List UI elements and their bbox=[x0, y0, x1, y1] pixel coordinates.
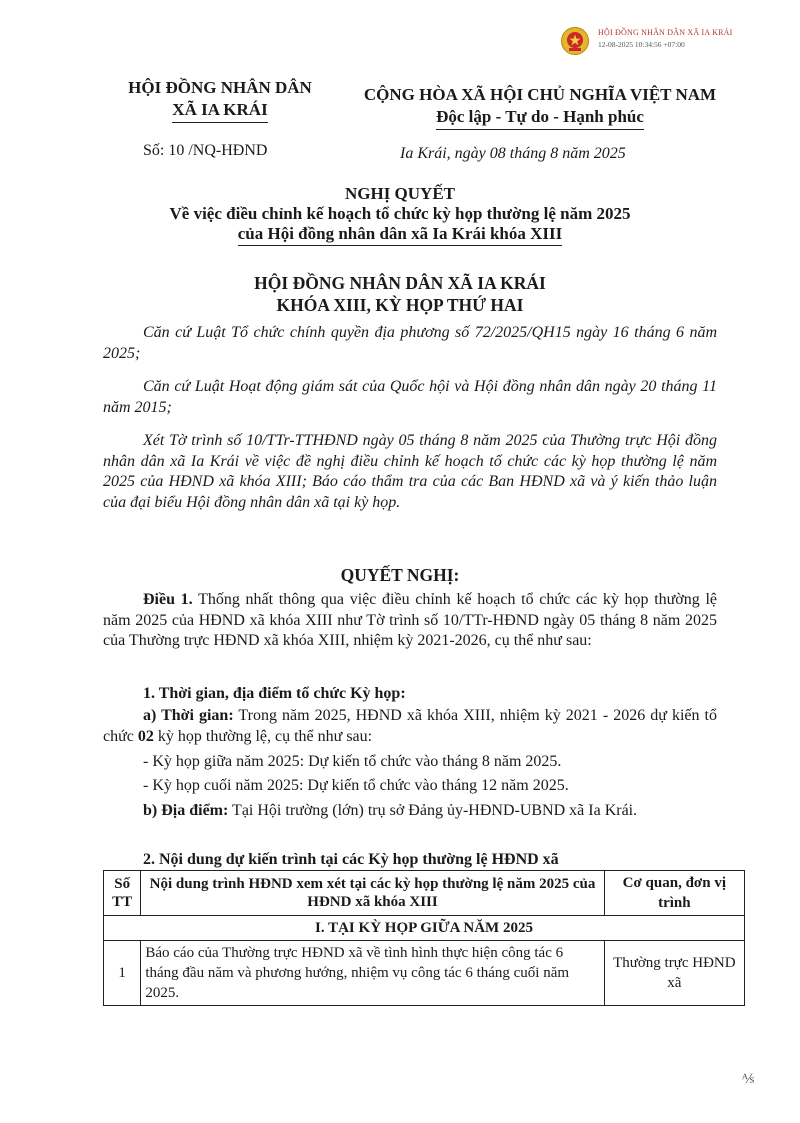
subject-line2: của Hội đồng nhân dân xã Ia Krái khóa XIII bbox=[238, 224, 563, 246]
bullet-item: - Kỳ họp giữa năm 2025: Dự kiến tổ chức vào tháng 8 năm 2025. bbox=[143, 753, 562, 770]
motto: Độc lập - Tự do - Hạnh phúc bbox=[436, 106, 644, 130]
council-line2: KHÓA XIII, KỲ HỌP THỨ HAI bbox=[276, 295, 524, 315]
col-agency-header: Cơ quan, đơn vị trình bbox=[604, 871, 744, 916]
issuing-organization bbox=[100, 77, 340, 123]
preamble-item: Căn cứ Luật Hoạt động giám sát của Quốc hội và Hội đồng nhân dân ngày 20 tháng 11 năm 2015; bbox=[103, 378, 717, 416]
council-line1: HỘI ĐỒNG NHÂN DÂN XÃ IA KRÁI bbox=[254, 273, 546, 293]
row-number: 1 bbox=[104, 941, 141, 1006]
section-2-heading: 2. Nội dung dự kiến trình tại các Kỳ họp thường lệ HĐND xã bbox=[143, 851, 559, 868]
col-no-header: Số TT bbox=[104, 871, 141, 916]
resolves-heading: QUYẾT NGHỊ: bbox=[340, 565, 460, 585]
signature-name: HỘI ĐỒNG NHÂN DÂN XÃ IA KRÁI bbox=[598, 28, 733, 37]
table-row bbox=[104, 941, 745, 1006]
preamble-item: Căn cứ Luật Tổ chức chính quyền địa phương số 72/2025/QH15 ngày 16 tháng 6 năm 2025; bbox=[103, 324, 717, 362]
article-1 bbox=[103, 590, 717, 652]
article-label: Điều 1. bbox=[143, 591, 193, 608]
article-text: Thống nhất thông qua việc điều chỉnh kế hoạch tổ chức các kỳ họp thường lệ năm 2025 của HĐND xã khóa XIII như Tờ trình số 10/TTr-HĐND ngày 05 tháng 8 năm 2025 của Thường trực HĐND xã khóa XIII, nhiệm kỳ 2021-2026, cụ thể như sau: bbox=[103, 591, 718, 649]
page-mark: ⅍ bbox=[742, 1072, 755, 1087]
country-name: CỘNG HÒA XÃ HỘI CHỦ NGHĨA VIỆT NAM bbox=[363, 85, 717, 104]
row-content: Báo cáo của Thường trực HĐND xã về tình hình thực hiện công tác 6 tháng đầu năm và phương hướng, nhiệm vụ công tác 6 tháng cuối năm 2025. bbox=[141, 941, 604, 1006]
org-line1: HỘI ĐỒNG NHÂN DÂN bbox=[128, 78, 312, 97]
bullet-item: - Kỳ họp cuối năm 2025: Dự kiến tổ chức vào tháng 12 năm 2025. bbox=[143, 777, 569, 794]
col-content-header: Nội dung trình HĐND xem xét tại các kỳ họp thường lệ năm 2025 của HĐND xã khóa XIII bbox=[141, 871, 604, 916]
row-agency: Thường trực HĐND xã bbox=[604, 941, 744, 1006]
place-date: Ia Krái, ngày 08 tháng 8 năm 2025 bbox=[400, 145, 626, 162]
table-header-row bbox=[104, 871, 745, 916]
org-line2: XÃ IA KRÁI bbox=[172, 99, 267, 123]
table-section-row bbox=[104, 916, 745, 941]
section-title: I. TẠI KỲ HỌP GIỮA NĂM 2025 bbox=[104, 916, 745, 941]
location-paragraph: b) Địa điểm: Tại Hội trường (lớn) trụ sở Đảng ủy-HĐND-UBND xã Ia Krái. bbox=[143, 802, 638, 819]
agenda-table bbox=[103, 870, 745, 1006]
preamble-item: Xét Tờ trình số 10/TTr-TTHĐND ngày 05 tháng 8 năm 2025 của Thường trực Hội đồng nhân dân xã Ia Krái về việc đề nghị điều chỉnh kế hoạch tổ chức các kỳ họp thường lệ năm 2025 của HĐND xã khóa XIII; Báo cáo thẩm tra của các Ban HĐND xã và ý kiến thảo luận của đại biểu Hội đồng nhân dân xã tại kỳ họp. bbox=[103, 432, 717, 511]
national-emblem-icon bbox=[560, 26, 590, 56]
time-paragraph: a) Thời gian: Trong năm 2025, HĐND xã khóa XIII, nhiệm kỳ 2021 - 2026 dự kiến tổ chức 02 kỳ họp thường lệ, cụ thể như sau: bbox=[103, 707, 717, 745]
national-title bbox=[340, 84, 740, 130]
document-number: Số: 10 /NQ-HĐND bbox=[143, 142, 268, 159]
document-title bbox=[100, 184, 700, 246]
section-1-heading: 1. Thời gian, địa điểm tổ chức Kỳ họp: bbox=[143, 685, 406, 702]
signature-timestamp: 12-08-2025 10:34:56 +07:00 bbox=[598, 40, 685, 49]
council-heading bbox=[100, 272, 700, 316]
document-type: NGHỊ QUYẾT bbox=[344, 184, 456, 203]
subject-line1: Về việc điều chỉnh kế hoạch tổ chức kỳ họp thường lệ năm 2025 bbox=[169, 204, 631, 223]
